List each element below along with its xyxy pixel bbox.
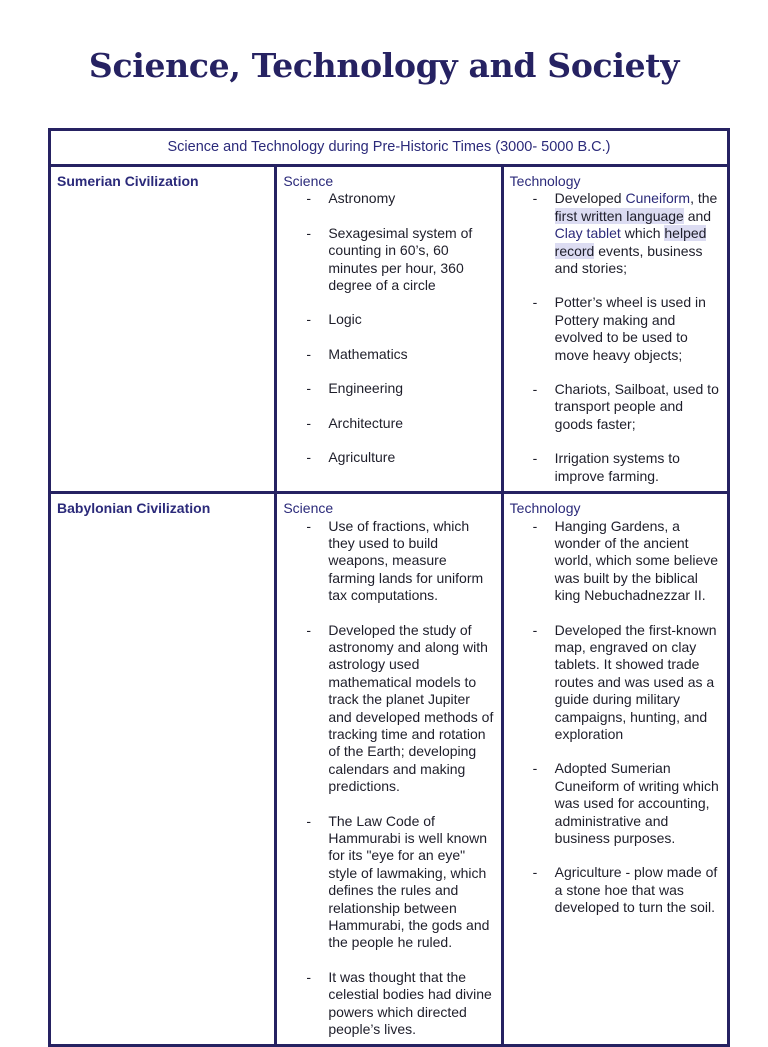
table-row bbox=[50, 493, 729, 1046]
technology-cell bbox=[502, 493, 728, 1046]
clay-tablet-term: Clay tablet bbox=[554, 225, 621, 242]
list-item: - Developed the study of astronomy and along with astrology used mathematical models to track the planet Jupiter and developed methods of tracking time and rotation of the Earth; developing calendars and making predictions. bbox=[283, 622, 496, 796]
list-item: - It was thought that the celestial bodies had divine powers which directed people’s lives. bbox=[283, 969, 496, 1039]
text-run: , the bbox=[690, 190, 718, 207]
table-header: Science and Technology during Pre-Historic Times (3000- 5000 B.C.) bbox=[50, 130, 729, 166]
list-item: - Potter’s wheel is used in Pottery making and evolved to be used to move heavy objects; bbox=[510, 294, 723, 364]
civilization-name: Babylonian Civilization bbox=[50, 493, 276, 1046]
science-list bbox=[283, 190, 496, 466]
list-item: - Hanging Gardens, a wonder of the ancient world, which some believe was built by the biblical king Nebuchadnezzar II. bbox=[510, 518, 723, 605]
list-item: - Chariots, Sailboat, used to transport people and goods faster; bbox=[510, 381, 723, 433]
civilization-table bbox=[48, 128, 730, 1047]
list-item: - Mathematics bbox=[283, 346, 496, 363]
technology-label: Technology bbox=[509, 500, 581, 517]
technology-cell bbox=[502, 166, 728, 493]
list-item: - Irrigation systems to improve farming. bbox=[510, 450, 723, 485]
text-run: and bbox=[683, 207, 712, 224]
list-item: - Engineering bbox=[283, 380, 496, 397]
page-title: Science, Technology and Society bbox=[88, 46, 680, 85]
cuneiform-term: Cuneiform bbox=[625, 190, 691, 207]
list-item: - Agriculture bbox=[283, 449, 496, 466]
science-label: Science bbox=[283, 500, 334, 517]
list-item: - Astronomy bbox=[283, 190, 496, 207]
text-run: events, business and stories; bbox=[554, 242, 703, 277]
highlighted-text: helped record bbox=[554, 225, 707, 259]
highlighted-text: first written language bbox=[554, 207, 684, 224]
list-item: - Use of fractions, which they used to build weapons, measure farming lands for uniform tax computations. bbox=[283, 518, 496, 605]
list-item: - Sexagesimal system of counting in 60’s, 60 minutes per hour, 360 degree of a circle bbox=[283, 225, 496, 295]
text-run: which bbox=[620, 225, 665, 242]
list-item: - Adopted Sumerian Cuneiform of writing which was used for accounting, administrative and business purposes. bbox=[510, 760, 723, 847]
technology-list bbox=[510, 518, 723, 917]
science-list bbox=[283, 518, 496, 1039]
text-run: Developed bbox=[554, 190, 626, 207]
list-item: - Logic bbox=[283, 311, 496, 328]
list-item bbox=[510, 190, 723, 277]
science-label: Science bbox=[283, 173, 334, 189]
list-item: - Architecture bbox=[283, 415, 496, 432]
technology-label: Technology bbox=[509, 173, 581, 189]
science-cell bbox=[276, 166, 502, 493]
list-item: - The Law Code of Hammurabi is well known for its "eye for an eye" style of lawmaking, which defines the rules and relationship between Hammurabi, the gods and the people he ruled. bbox=[283, 813, 496, 952]
table-row bbox=[50, 166, 729, 493]
civilization-name: Sumerian Civilization bbox=[50, 166, 276, 493]
list-item: - Agriculture - plow made of a stone hoe that was developed to turn the soil. bbox=[510, 864, 723, 916]
table-header-row bbox=[50, 130, 729, 166]
list-item: - Developed the first-known map, engraved on clay tablets. It showed trade routes and was used as a guide during military campaigns, hunting, and exploration bbox=[510, 622, 723, 744]
technology-list bbox=[510, 190, 723, 485]
science-cell bbox=[276, 493, 502, 1046]
